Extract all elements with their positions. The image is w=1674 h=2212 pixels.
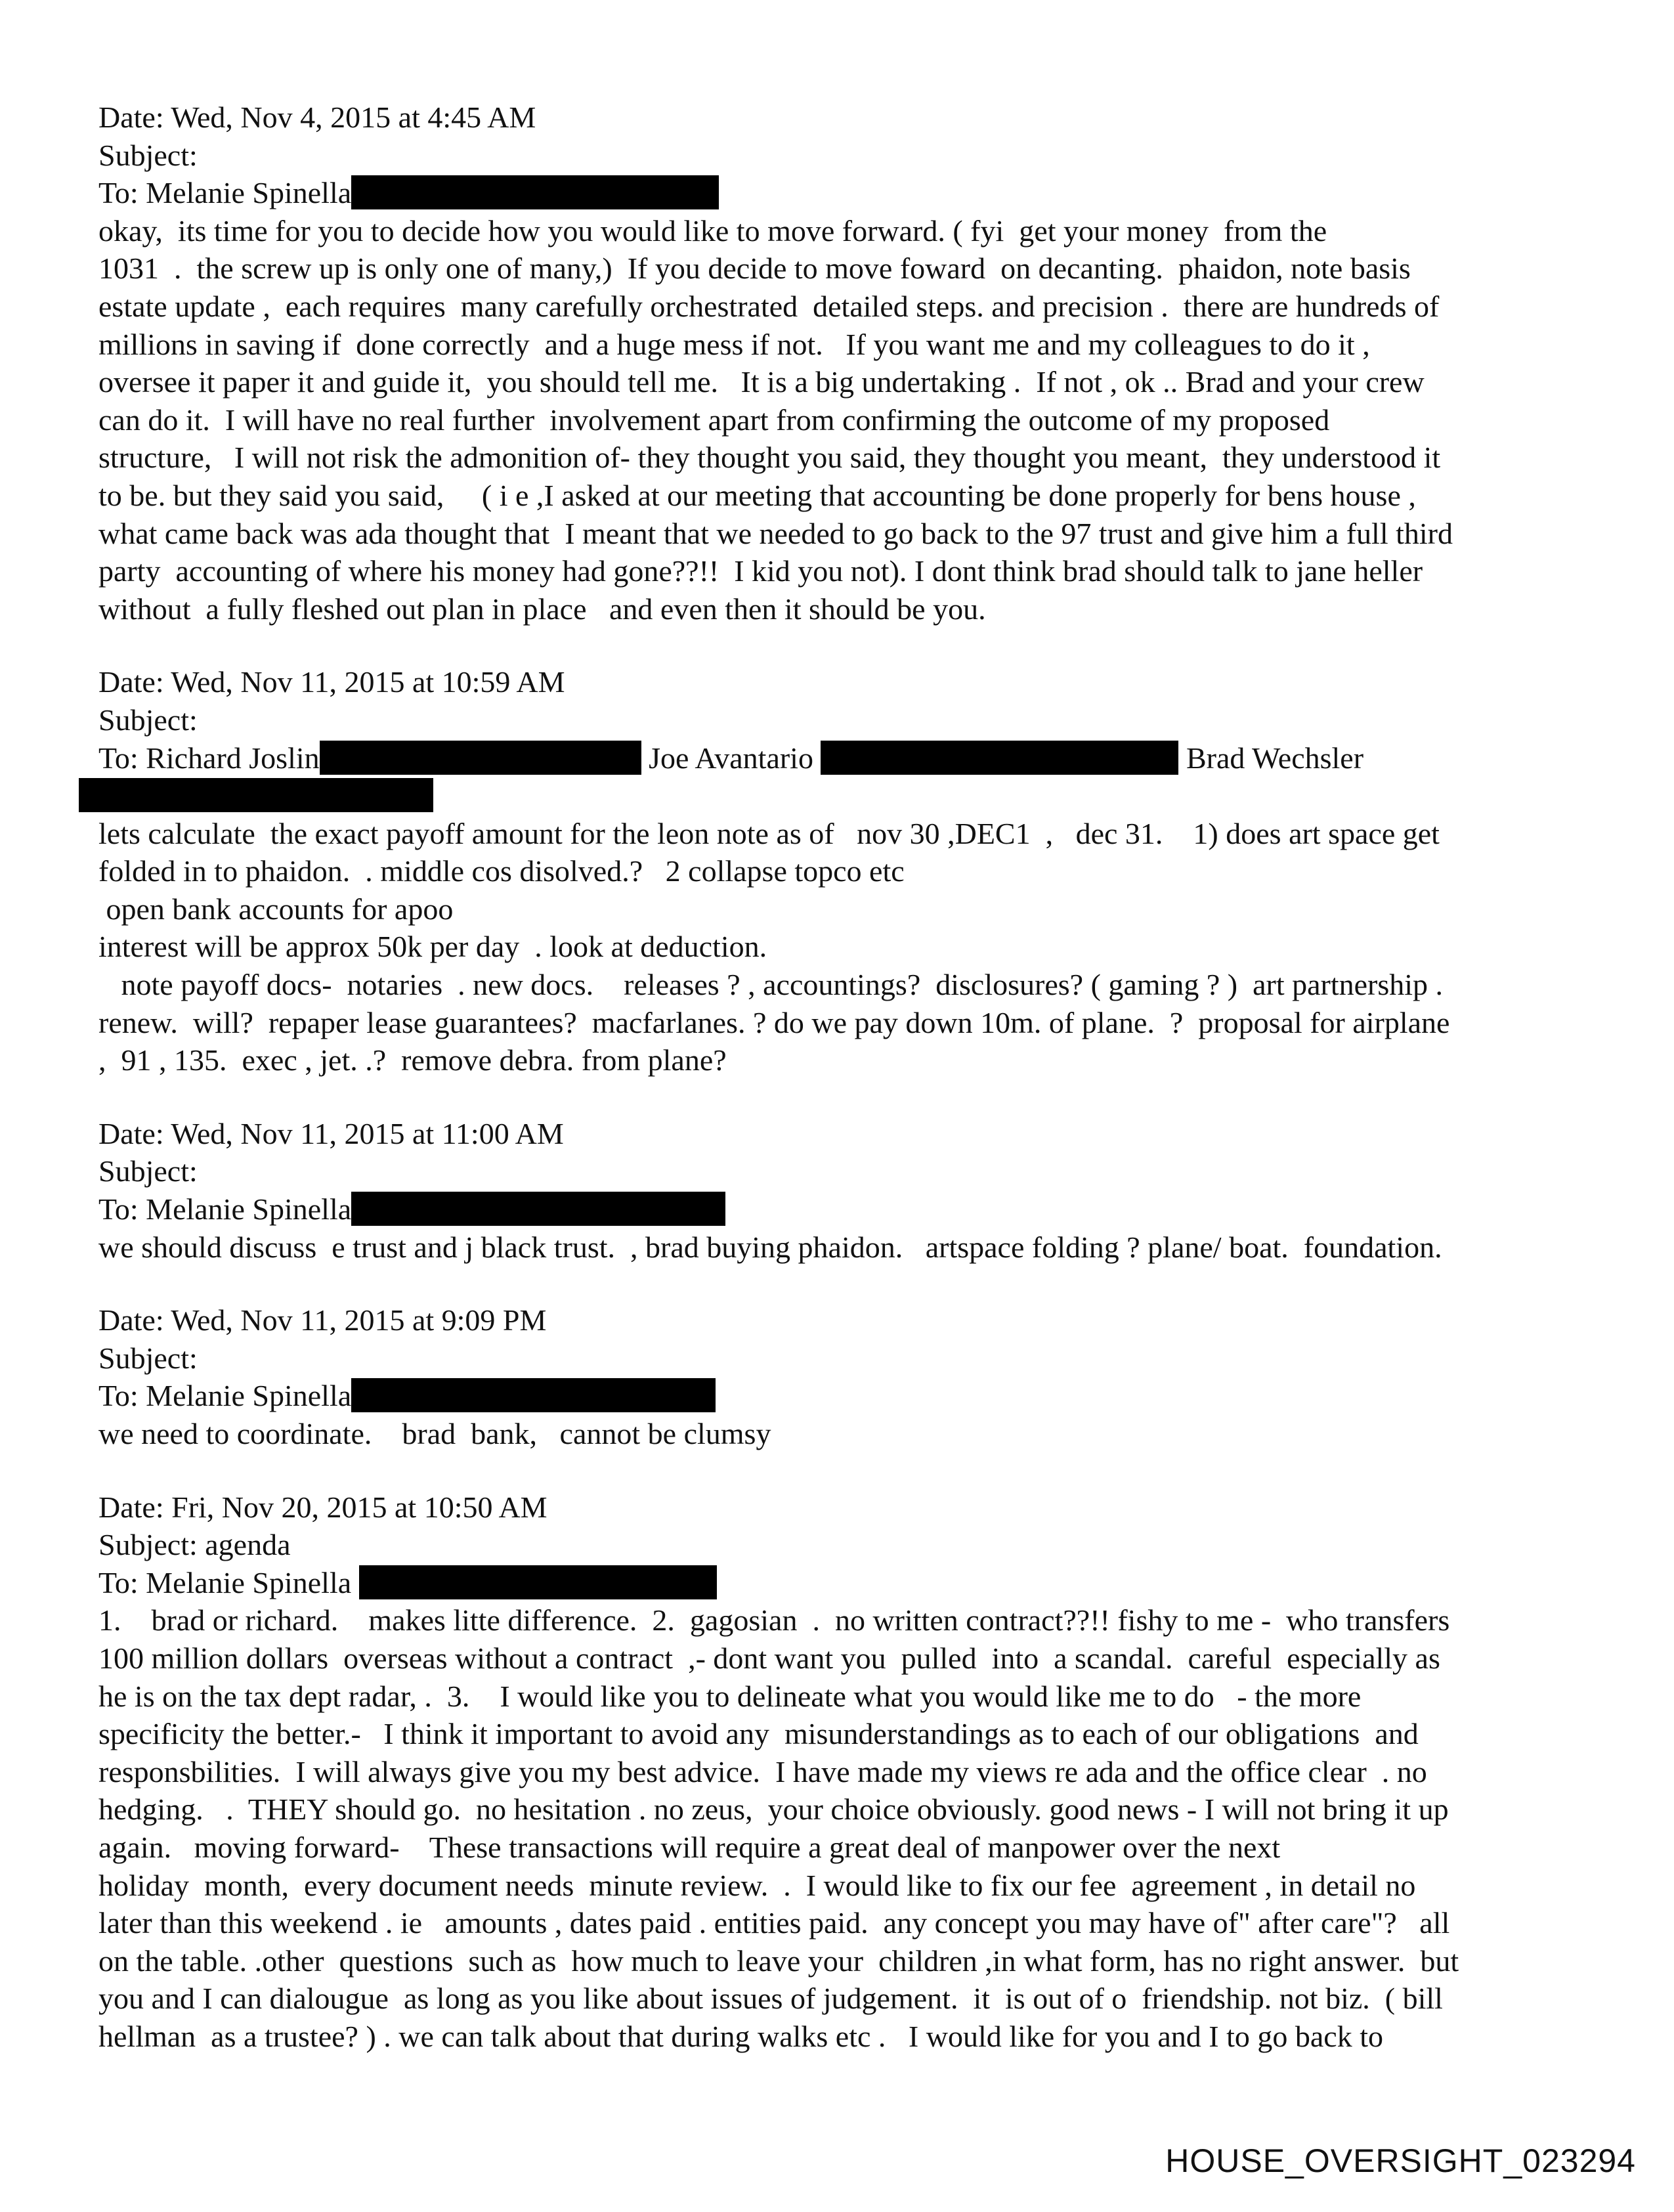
body-line: again. moving forward- These transactions will require a great deal of manpower over the next <box>98 1830 1281 1864</box>
body-line: later than this weekend . ie amounts , dates paid . entities paid. any concept you may have of" after care"? all <box>98 1906 1450 1940</box>
body-line: structure, I will not risk the admonition of- they thought you said, they thought you meant, they understood it <box>98 441 1441 475</box>
email-entry-1 <box>98 98 1582 628</box>
body-line: estate update , each requires many carefully orchestrated detailed steps. and precision . there are hundreds of <box>98 289 1440 323</box>
body-line: he is on the tax dept radar, . 3. I would like you to delineate what you would like me to do - the more <box>98 1679 1362 1713</box>
email-recipients <box>98 174 1582 212</box>
email-subject: Subject: <box>98 1341 198 1375</box>
email-date: Date: Fri, Nov 20, 2015 at 10:50 AM <box>98 1490 547 1524</box>
email-body <box>98 1601 1582 2055</box>
email-date: Date: Wed, Nov 11, 2015 at 11:00 AM <box>98 1116 564 1150</box>
email-date: Date: Wed, Nov 4, 2015 at 4:45 AM <box>98 100 536 134</box>
body-line: interest will be approx 50k per day . look at deduction. <box>98 930 767 964</box>
email-entry-5 <box>98 1488 1582 2056</box>
body-line: renew. will? repaper lease guarantees? macfarlanes. ? do we pay down 10m. of plane. ? proposal for airplane <box>98 1005 1450 1039</box>
email-body <box>98 1228 1582 1267</box>
body-line: 1. brad or richard. makes litte difference. 2. gagosian . no written contract??!! fishy to me - who transfers <box>98 1603 1450 1637</box>
email-date: Date: Wed, Nov 11, 2015 at 9:09 PM <box>98 1303 547 1337</box>
body-line: hellman as a trustee? ) . we can talk about that during walks etc . I would like for you and I to go back to <box>98 2019 1383 2053</box>
email-subject: Subject: <box>98 138 198 172</box>
recipient-name: To: Melanie Spinella <box>98 1565 359 1599</box>
recipient-name: Brad Wechsler <box>1178 741 1364 775</box>
body-line: 100 million dollars overseas without a contract ,- dont want you pulled into a scandal. careful especially as <box>98 1641 1440 1675</box>
body-line: oversee it paper it and guide it, you should tell me. It is a big undertaking . If not , ok .. Brad and your crew <box>98 365 1425 399</box>
body-line: we should discuss e trust and j black trust. , brad buying phaidon. artspace folding ? plane/ boat. foundation. <box>98 1230 1442 1264</box>
body-line: on the table. .other questions such as how much to leave your children ,in what form, has no right answer. but <box>98 1943 1459 1978</box>
body-line: can do it. I will have no real further involvement apart from confirming the outcome of my proposed <box>98 402 1330 437</box>
body-line: party accounting of where his money had gone??!! I kid you not). I dont think brad should talk to jane heller <box>98 554 1423 588</box>
redaction-block <box>351 1192 725 1226</box>
body-line: responsbilities. I will always give you my best advice. I have made my views re ada and the office clear . no <box>98 1754 1427 1789</box>
body-line: note payoff docs- notaries . new docs. releases ? , accountings? disclosures? ( gaming ? ) art partnership . <box>98 968 1444 1002</box>
bates-number: HOUSE_OVERSIGHT_023294 <box>1165 2142 1636 2179</box>
body-line: specificity the better.- I think it important to avoid any misunderstandings as to each of our obligations and <box>98 1717 1419 1751</box>
body-line: , 91 , 135. exec , jet. .? remove debra. from plane? <box>98 1043 727 1077</box>
body-line: 1031 . the screw up is only one of many,) If you decide to move foward on decanting. phaidon, note basis <box>98 251 1411 286</box>
email-recipients <box>98 1564 1582 1602</box>
recipient-name: To: Melanie Spinella <box>98 1192 352 1226</box>
email-entry-2 <box>98 663 1582 1079</box>
redaction-block <box>79 778 433 812</box>
redacted-address-line <box>98 777 1582 815</box>
recipient-name: To: Melanie Spinella <box>98 176 352 210</box>
body-line: millions in saving if done correctly and a huge mess if not. If you want me and my colleagues to do it , <box>98 327 1370 361</box>
email-recipients <box>98 1377 1582 1415</box>
email-date: Date: Wed, Nov 11, 2015 at 10:59 AM <box>98 665 565 699</box>
body-line: what came back was ada thought that I meant that we needed to go back to the 97 trust and give him a full third <box>98 516 1453 550</box>
email-recipients <box>98 739 1582 777</box>
body-line: without a fully fleshed out plan in place and even then it should be you. <box>98 592 986 626</box>
body-line: hedging. . THEY should go. no hesitation . no zeus, your choice obviously. good news - I will not bring it up <box>98 1792 1449 1827</box>
body-line: open bank accounts for apoo <box>98 892 454 926</box>
body-line: lets calculate the exact payoff amount for the leon note as of nov 30 ,DEC1 , dec 31. 1) does art space get <box>98 816 1440 850</box>
redaction-block <box>821 741 1178 775</box>
email-body <box>98 212 1582 628</box>
recipient-name: To: Richard Joslin <box>98 741 320 775</box>
email-entry-3 <box>98 1115 1582 1266</box>
redaction-block <box>320 741 641 775</box>
email-body <box>98 815 1582 1079</box>
email-entry-4 <box>98 1301 1582 1452</box>
email-recipients <box>98 1190 1582 1228</box>
email-subject: Subject: agenda <box>98 1528 291 1562</box>
recipient-name: To: Melanie Spinella <box>98 1379 352 1413</box>
email-subject: Subject: <box>98 703 198 737</box>
body-line: to be. but they said you said, ( i e ,I asked at our meeting that accounting be done properly for bens house , <box>98 478 1416 512</box>
body-line: folded in to phaidon. . middle cos disolved.? 2 collapse topco etc <box>98 854 905 888</box>
redaction-block <box>351 1378 716 1412</box>
email-subject: Subject: <box>98 1154 198 1188</box>
body-line: okay, its time for you to decide how you would like to move forward. ( fyi get your money from the <box>98 213 1327 248</box>
body-line: we need to coordinate. brad bank, cannot be clumsy <box>98 1417 771 1450</box>
body-line: holiday month, every document needs minute review. . I would like to fix our fee agreement , in detail no <box>98 1868 1416 1902</box>
recipient-name: Joe Avantario <box>641 741 821 775</box>
redaction-block <box>359 1565 717 1599</box>
document-page <box>98 98 1582 2056</box>
email-body <box>98 1415 1582 1453</box>
body-line: you and I can dialougue as long as you like about issues of judgement. it is out of o friendship. not biz. ( bill <box>98 1982 1443 2016</box>
redaction-block <box>351 175 719 209</box>
